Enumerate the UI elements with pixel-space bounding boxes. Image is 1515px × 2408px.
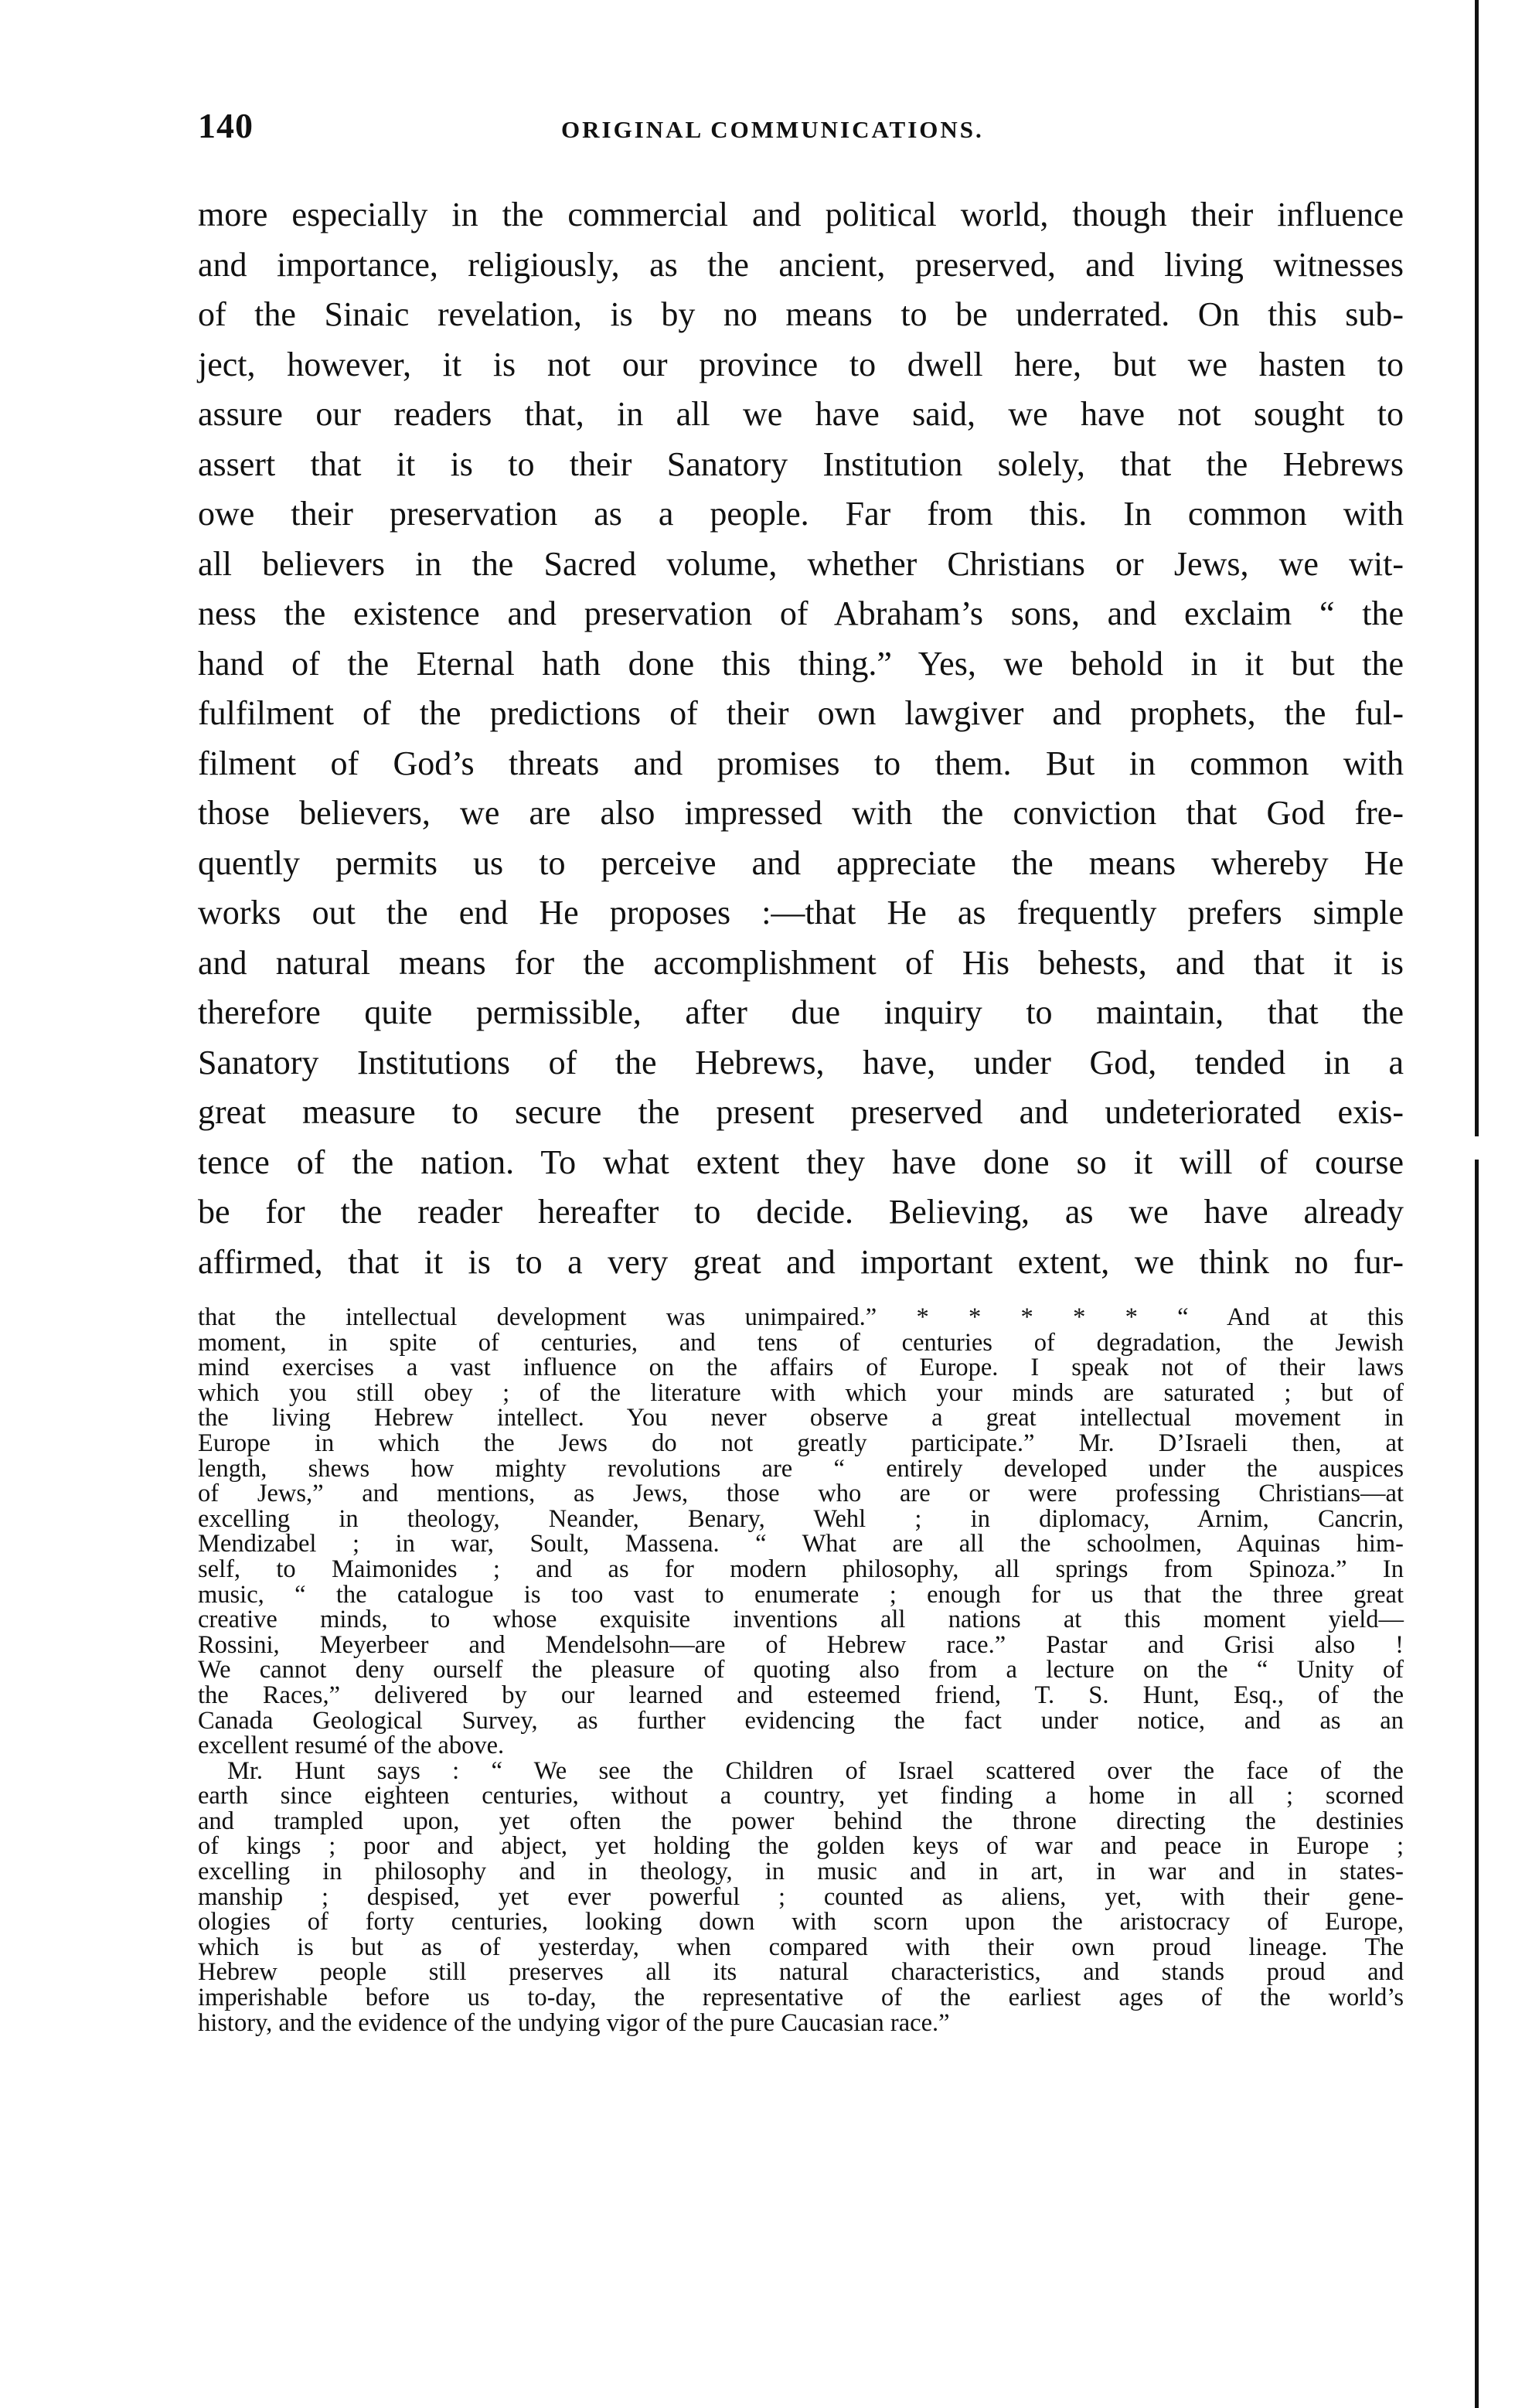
text-line: of the Sinaic revelation, is by no means to be underrated. On this sub- bbox=[198, 295, 1404, 333]
footnote-line: self, to Maimonides ; and as for modern philosophy, all springs from Spinoza.” In bbox=[198, 1555, 1404, 1583]
text-line: quently permits us to perceive and appreciate the means whereby He bbox=[198, 843, 1404, 882]
footnote-line: length, shews how mighty revolutions are “ entirely developed under the auspices bbox=[198, 1454, 1404, 1483]
footnote-line: Canada Geological Survey, as further evidencing the fact under notice, and as an bbox=[198, 1706, 1404, 1735]
footnote-line: excelling in theology, Neander, Benary, Wehl ; in diplomacy, Arnim, Cancrin, bbox=[198, 1504, 1404, 1533]
text-line: therefore quite permissible, after due inquiry to maintain, that the bbox=[198, 993, 1404, 1031]
footnote-line: imperishable before us to-day, the representative of the earliest ages of the world’s bbox=[198, 1984, 1404, 2012]
text-line: great measure to secure the present preserved and undeteriorated exis- bbox=[198, 1093, 1404, 1131]
text-line: fulfilment of the predictions of their own lawgiver and prophets, the ful- bbox=[198, 694, 1404, 732]
footnote-line: moment, in spite of centuries, and tens of centuries of degradation, the Jewish bbox=[198, 1328, 1404, 1357]
footnote-line: Hebrew people still preserves all its natural characteristics, and stands proud and bbox=[198, 1958, 1404, 1987]
footnote-line: which you still obey ; of the literature with which your minds are saturated ; but of bbox=[198, 1378, 1404, 1407]
footnote-line: excelling in philosophy and in theology, in music and in art, in war and in states- bbox=[198, 1858, 1404, 1886]
footnote-line: the living Hebrew intellect. You never observe a great intellectual movement in bbox=[198, 1404, 1404, 1432]
page-edge-rule bbox=[1475, 0, 1479, 1136]
footnote-line: mind exercises a vast influence on the affairs of Europe. I speak not of their laws bbox=[198, 1354, 1404, 1382]
text-line: assert that it is to their Sanatory Institution solely, that the Hebrews bbox=[198, 444, 1404, 483]
page-edge-rule bbox=[1475, 1160, 1479, 2408]
footnote-line: and trampled upon, yet often the power behind the throne directing the destinies bbox=[198, 1807, 1404, 1835]
footnote-line: We cannot deny ourself the pleasure of quoting also from a lecture on the “ Unity of bbox=[198, 1656, 1404, 1684]
text-line: those believers, we are also impressed with the conviction that God fre- bbox=[198, 794, 1404, 832]
text-line: ness the existence and preservation of Abraham’s sons, and exclaim “ the bbox=[198, 594, 1404, 632]
footnote-line: music, “ the catalogue is too vast to enumerate ; enough for us that the three great bbox=[198, 1580, 1404, 1609]
text-line: all believers in the Sacred volume, whether Christians or Jews, we wit- bbox=[198, 544, 1404, 583]
text-line: filment of God’s threats and promises to them. But in common with bbox=[198, 744, 1404, 782]
text-line: Sanatory Institutions of the Hebrews, have, under God, tended in a bbox=[198, 1043, 1404, 1081]
footnote-line: that the intellectual development was unimpaired.” * * * * * “ And at this bbox=[198, 1303, 1404, 1331]
footnote-line: which is but as of yesterday, when compared with their own proud lineage. The bbox=[198, 1933, 1404, 1961]
footnote-line: Mendizabel ; in war, Soult, Massena. “ What are all the schoolmen, Aquinas him- bbox=[198, 1530, 1404, 1558]
footnote-line: Europe in which the Jews do not greatly participate.” Mr. D’Israeli then, at bbox=[198, 1429, 1404, 1457]
text-line: works out the end He proposes :—that He as frequently prefers simple bbox=[198, 894, 1404, 932]
page-header bbox=[198, 105, 1404, 159]
main-text bbox=[198, 190, 1404, 1287]
footnote-line: manship ; despised, yet ever powerful ; counted as aliens, yet, with their gene- bbox=[198, 1882, 1404, 1911]
text-line: more especially in the commercial and political world, though their influence bbox=[198, 196, 1404, 233]
footnote-line: Rossini, Meyerbeer and Mendelsohn—are of Hebrew race.” Pastar and Grisi also ! bbox=[198, 1630, 1404, 1659]
text-line: tence of the nation. To what extent they have done so it will of course bbox=[198, 1143, 1404, 1181]
footnote-line: excellent resumé of the above. bbox=[198, 1732, 505, 1760]
running-head: ORIGINAL COMMUNICATIONS. bbox=[561, 116, 984, 143]
text-line: affirmed, that it is to a very great and important extent, we think no fur- bbox=[198, 1242, 1404, 1281]
footnote-line: ologies of forty centuries, looking down with scorn upon the aristocracy of Europe, bbox=[198, 1908, 1404, 1936]
footnote-line: of Jews,” and mentions, as Jews, those who are or were professing Christians—at bbox=[198, 1480, 1404, 1508]
footnote-line: of kings ; poor and abject, yet holding the golden keys of war and peace in Europe ; bbox=[198, 1832, 1404, 1861]
footnote-line: the Races,” delivered by our learned and esteemed friend, T. S. Hunt, Esq., of the bbox=[198, 1681, 1404, 1709]
text-line: owe their preservation as a people. Far from this. In common with bbox=[198, 495, 1404, 533]
text-line: ject, however, it is not our province to dwell here, but we hasten to bbox=[198, 345, 1404, 383]
text-line: hand of the Eternal hath done this thing.” Yes, we behold in it but the bbox=[198, 644, 1404, 683]
page-number: 140 bbox=[198, 106, 254, 145]
text-line: assure our readers that, in all we have said, we have not sought to bbox=[198, 395, 1404, 433]
text-line: be for the reader hereafter to decide. Believing, as we have already bbox=[198, 1193, 1404, 1231]
text-line: and natural means for the accomplishment of His behests, and that it is bbox=[198, 943, 1404, 982]
footnote-line: Mr. Hunt says : “ We see the Children of Israel scattered over the face of the bbox=[227, 1756, 1404, 1785]
footnote-line: history, and the evidence of the undying vigor of the pure Caucasian race.” bbox=[198, 2008, 950, 2037]
footnote-line: earth since eighteen centuries, without a country, yet finding a home in all ; scorned bbox=[198, 1782, 1404, 1810]
text-line: and importance, religiously, as the ancient, preserved, and living witnesses bbox=[198, 245, 1404, 284]
footnote-block bbox=[198, 1305, 1404, 2035]
footnote-line: creative minds, to whose exquisite inventions all nations at this moment yield— bbox=[198, 1606, 1404, 1634]
